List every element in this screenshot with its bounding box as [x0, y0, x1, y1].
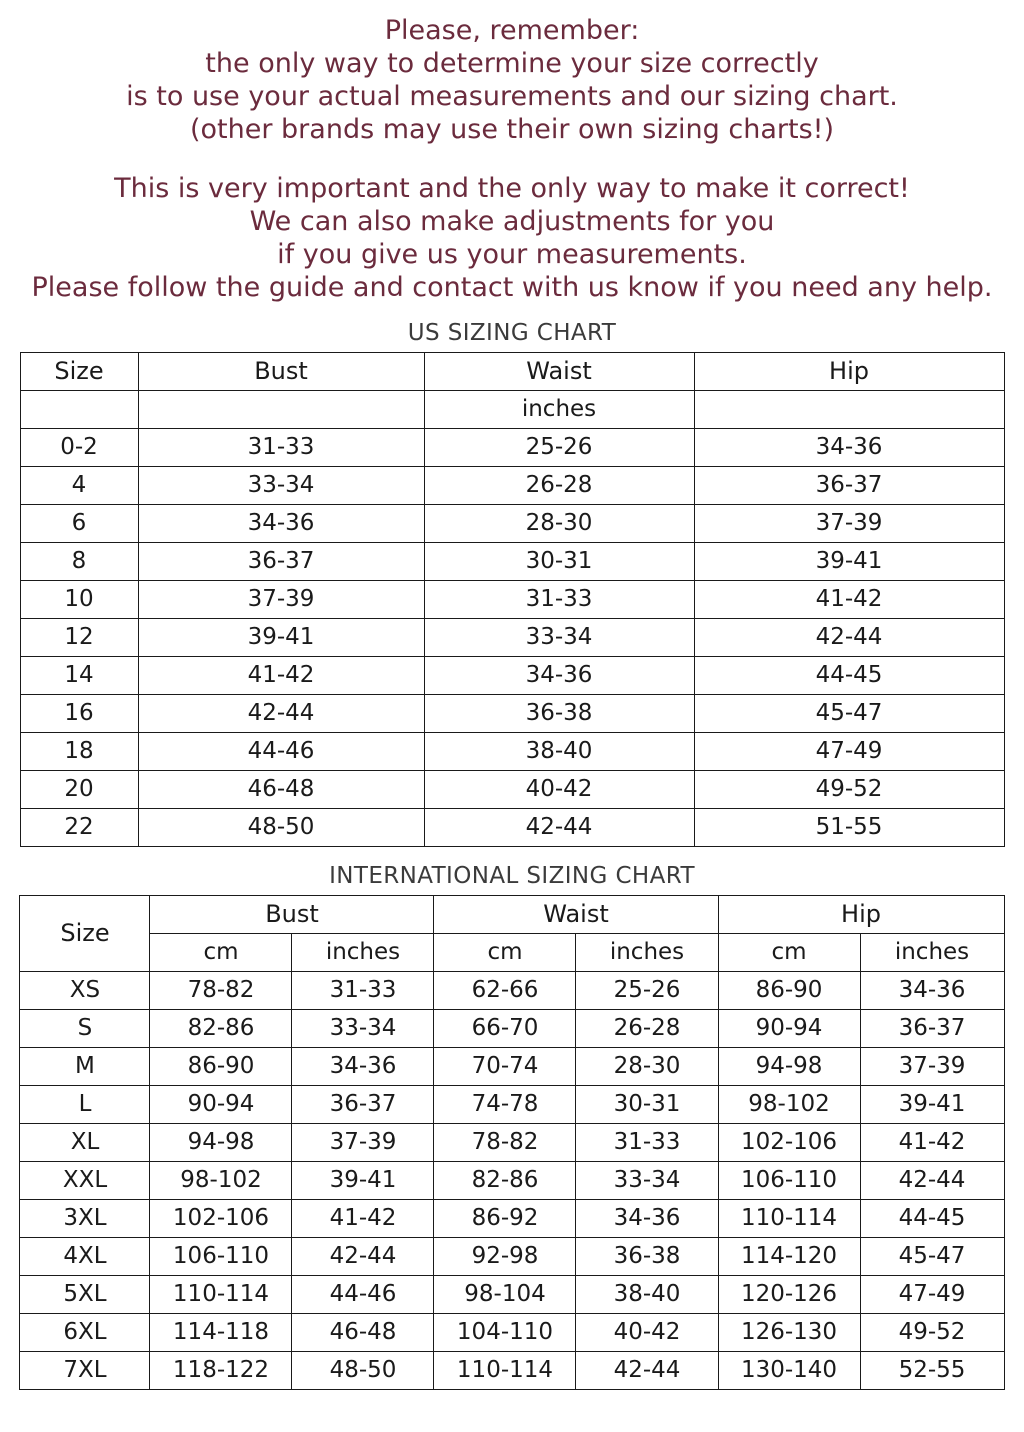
cell-size: 3XL	[20, 1200, 150, 1238]
international-sizing-table	[19, 895, 1004, 1390]
cell-waist: 31-33	[424, 581, 694, 619]
cell-hip: 45-47	[694, 695, 1004, 733]
cell-hip: 34-36	[694, 429, 1004, 467]
us-chart-title: US SIZING CHART	[407, 320, 617, 346]
cell-waist-cm: 70-74	[434, 1048, 576, 1086]
unit-cell-hip	[694, 391, 1004, 429]
table-row	[20, 809, 1004, 847]
cell-waist: 26-28	[424, 467, 694, 505]
cell-bust-inches: 31-33	[292, 972, 434, 1010]
table-row	[20, 771, 1004, 809]
note-line: Please follow the guide and contact with us know if you need any help.	[31, 272, 993, 303]
table-header-row	[20, 896, 1004, 934]
cell-hip-inches: 45-47	[860, 1238, 1004, 1276]
table-row	[20, 1314, 1004, 1352]
cell-waist-inches: 26-28	[576, 1010, 718, 1048]
cell-size: 20	[20, 771, 138, 809]
cell-hip-inches: 47-49	[860, 1276, 1004, 1314]
unit-header-bust-cm: cm	[150, 934, 292, 972]
cell-bust-cm: 90-94	[150, 1086, 292, 1124]
table-row	[20, 1238, 1004, 1276]
cell-waist-inches: 25-26	[576, 972, 718, 1010]
cell-size: 14	[20, 657, 138, 695]
cell-waist: 36-38	[424, 695, 694, 733]
cell-waist-inches: 42-44	[576, 1352, 718, 1390]
note-line: Please, remember:	[384, 15, 640, 46]
table-header-row	[20, 353, 1004, 391]
cell-hip: 42-44	[694, 619, 1004, 657]
unit-header-hip-cm: cm	[718, 934, 860, 972]
table-unit-row	[20, 934, 1004, 972]
table-row	[20, 733, 1004, 771]
cell-size: 10	[20, 581, 138, 619]
cell-waist: 28-30	[424, 505, 694, 543]
cell-hip: 41-42	[694, 581, 1004, 619]
cell-size: 18	[20, 733, 138, 771]
cell-size: S	[20, 1010, 150, 1048]
cell-hip-cm: 106-110	[718, 1162, 860, 1200]
table-row	[20, 581, 1004, 619]
cell-waist: 33-34	[424, 619, 694, 657]
cell-bust: 46-48	[138, 771, 424, 809]
table-unit-row	[20, 391, 1004, 429]
table-row	[20, 1352, 1004, 1390]
cell-waist-inches: 34-36	[576, 1200, 718, 1238]
column-header-bust: Bust	[138, 353, 424, 391]
cell-size: 4	[20, 467, 138, 505]
cell-waist-inches: 38-40	[576, 1276, 718, 1314]
table-row	[20, 619, 1004, 657]
cell-size: XS	[20, 972, 150, 1010]
note-line: This is very important and the only way to make it correct!	[114, 173, 910, 204]
cell-hip-inches: 41-42	[860, 1124, 1004, 1162]
cell-bust-cm: 82-86	[150, 1010, 292, 1048]
cell-waist-cm: 110-114	[434, 1352, 576, 1390]
table-row	[20, 1200, 1004, 1238]
table-row	[20, 429, 1004, 467]
note-line: the only way to determine your size correctly	[205, 48, 819, 79]
cell-hip-cm: 98-102	[718, 1086, 860, 1124]
cell-bust: 41-42	[138, 657, 424, 695]
cell-bust-inches: 34-36	[292, 1048, 434, 1086]
table-row	[20, 1162, 1004, 1200]
cell-waist-inches: 36-38	[576, 1238, 718, 1276]
cell-hip-inches: 52-55	[860, 1352, 1004, 1390]
column-header-bust: Bust	[150, 896, 434, 934]
cell-waist: 34-36	[424, 657, 694, 695]
table-row	[20, 695, 1004, 733]
column-header-size: Size	[20, 353, 138, 391]
cell-waist-inches: 33-34	[576, 1162, 718, 1200]
cell-hip-cm: 86-90	[718, 972, 860, 1010]
cell-bust-cm: 78-82	[150, 972, 292, 1010]
cell-hip-cm: 114-120	[718, 1238, 860, 1276]
note-line: if you give us your measurements.	[277, 239, 747, 270]
cell-size: 12	[20, 619, 138, 657]
cell-hip-inches: 34-36	[860, 972, 1004, 1010]
cell-hip-cm: 126-130	[718, 1314, 860, 1352]
cell-hip-cm: 90-94	[718, 1010, 860, 1048]
cell-bust: 36-37	[138, 543, 424, 581]
intl-chart-title: INTERNATIONAL SIZING CHART	[329, 863, 695, 889]
unit-cell-bust	[138, 391, 424, 429]
table-row	[20, 1124, 1004, 1162]
cell-size: XXL	[20, 1162, 150, 1200]
cell-waist-cm: 82-86	[434, 1162, 576, 1200]
table-row	[20, 657, 1004, 695]
cell-hip: 49-52	[694, 771, 1004, 809]
cell-bust-cm: 106-110	[150, 1238, 292, 1276]
cell-size: 8	[20, 543, 138, 581]
cell-waist-cm: 104-110	[434, 1314, 576, 1352]
table-row	[20, 1086, 1004, 1124]
cell-waist-cm: 74-78	[434, 1086, 576, 1124]
cell-hip-inches: 49-52	[860, 1314, 1004, 1352]
cell-waist-cm: 78-82	[434, 1124, 576, 1162]
table-row	[20, 972, 1004, 1010]
cell-bust-cm: 94-98	[150, 1124, 292, 1162]
cell-hip-cm: 120-126	[718, 1276, 860, 1314]
table-row	[20, 1010, 1004, 1048]
cell-bust: 42-44	[138, 695, 424, 733]
cell-hip-cm: 102-106	[718, 1124, 860, 1162]
unit-header-waist-cm: cm	[434, 934, 576, 972]
cell-size: 6XL	[20, 1314, 150, 1352]
cell-size: 0-2	[20, 429, 138, 467]
cell-waist-inches: 30-31	[576, 1086, 718, 1124]
cell-size: 6	[20, 505, 138, 543]
cell-hip-inches: 42-44	[860, 1162, 1004, 1200]
cell-bust-inches: 48-50	[292, 1352, 434, 1390]
cell-waist: 38-40	[424, 733, 694, 771]
cell-size: XL	[20, 1124, 150, 1162]
note-line: is to use your actual measurements and our sizing chart.	[126, 81, 898, 112]
cell-waist-cm: 62-66	[434, 972, 576, 1010]
cell-bust: 31-33	[138, 429, 424, 467]
cell-bust-inches: 44-46	[292, 1276, 434, 1314]
cell-bust: 33-34	[138, 467, 424, 505]
cell-waist-cm: 98-104	[434, 1276, 576, 1314]
cell-hip: 39-41	[694, 543, 1004, 581]
cell-bust-inches: 37-39	[292, 1124, 434, 1162]
cell-waist: 25-26	[424, 429, 694, 467]
cell-hip-cm: 110-114	[718, 1200, 860, 1238]
cell-bust-inches: 42-44	[292, 1238, 434, 1276]
cell-bust: 39-41	[138, 619, 424, 657]
cell-size: M	[20, 1048, 150, 1086]
cell-waist-cm: 86-92	[434, 1200, 576, 1238]
cell-bust-inches: 33-34	[292, 1010, 434, 1048]
cell-waist-inches: 28-30	[576, 1048, 718, 1086]
cell-hip-cm: 130-140	[718, 1352, 860, 1390]
cell-bust-cm: 98-102	[150, 1162, 292, 1200]
note-line: We can also make adjustments for you	[249, 206, 775, 237]
column-header-hip: Hip	[718, 896, 1004, 934]
table-row	[20, 467, 1004, 505]
unit-header-hip-inches: inches	[860, 934, 1004, 972]
cell-bust-cm: 118-122	[150, 1352, 292, 1390]
cell-size: 7XL	[20, 1352, 150, 1390]
cell-waist: 40-42	[424, 771, 694, 809]
cell-bust-inches: 41-42	[292, 1200, 434, 1238]
cell-size: 16	[20, 695, 138, 733]
cell-waist-cm: 92-98	[434, 1238, 576, 1276]
unit-header-bust-inches: inches	[292, 934, 434, 972]
column-header-hip: Hip	[694, 353, 1004, 391]
cell-size: 4XL	[20, 1238, 150, 1276]
cell-bust-cm: 102-106	[150, 1200, 292, 1238]
cell-hip: 37-39	[694, 505, 1004, 543]
column-header-size: Size	[20, 896, 150, 972]
table-row	[20, 1048, 1004, 1086]
cell-waist-inches: 40-42	[576, 1314, 718, 1352]
note-line: (other brands may use their own sizing charts!)	[190, 114, 834, 145]
cell-hip: 36-37	[694, 467, 1004, 505]
cell-bust: 48-50	[138, 809, 424, 847]
column-header-waist: Waist	[424, 353, 694, 391]
cell-bust-inches: 39-41	[292, 1162, 434, 1200]
cell-hip-inches: 44-45	[860, 1200, 1004, 1238]
note-spacer	[10, 146, 1014, 172]
cell-hip: 44-45	[694, 657, 1004, 695]
cell-hip-inches: 37-39	[860, 1048, 1004, 1086]
cell-bust-cm: 86-90	[150, 1048, 292, 1086]
table-row	[20, 1276, 1004, 1314]
cell-bust-cm: 114-118	[150, 1314, 292, 1352]
cell-bust-cm: 110-114	[150, 1276, 292, 1314]
us-sizing-table	[20, 352, 1005, 847]
cell-hip: 51-55	[694, 809, 1004, 847]
intro-note	[10, 0, 1014, 304]
cell-bust-inches: 36-37	[292, 1086, 434, 1124]
unit-cell-size	[20, 391, 138, 429]
cell-hip-inches: 36-37	[860, 1010, 1004, 1048]
cell-bust-inches: 46-48	[292, 1314, 434, 1352]
cell-bust: 37-39	[138, 581, 424, 619]
table-row	[20, 505, 1004, 543]
cell-hip: 47-49	[694, 733, 1004, 771]
cell-size: L	[20, 1086, 150, 1124]
cell-waist-inches: 31-33	[576, 1124, 718, 1162]
cell-size: 22	[20, 809, 138, 847]
cell-bust: 34-36	[138, 505, 424, 543]
unit-cell-waist: inches	[424, 391, 694, 429]
cell-waist-cm: 66-70	[434, 1010, 576, 1048]
cell-size: 5XL	[20, 1276, 150, 1314]
cell-hip-inches: 39-41	[860, 1086, 1004, 1124]
cell-waist: 42-44	[424, 809, 694, 847]
unit-header-waist-inches: inches	[576, 934, 718, 972]
column-header-waist: Waist	[434, 896, 718, 934]
cell-bust: 44-46	[138, 733, 424, 771]
cell-hip-cm: 94-98	[718, 1048, 860, 1086]
table-row	[20, 543, 1004, 581]
cell-waist: 30-31	[424, 543, 694, 581]
